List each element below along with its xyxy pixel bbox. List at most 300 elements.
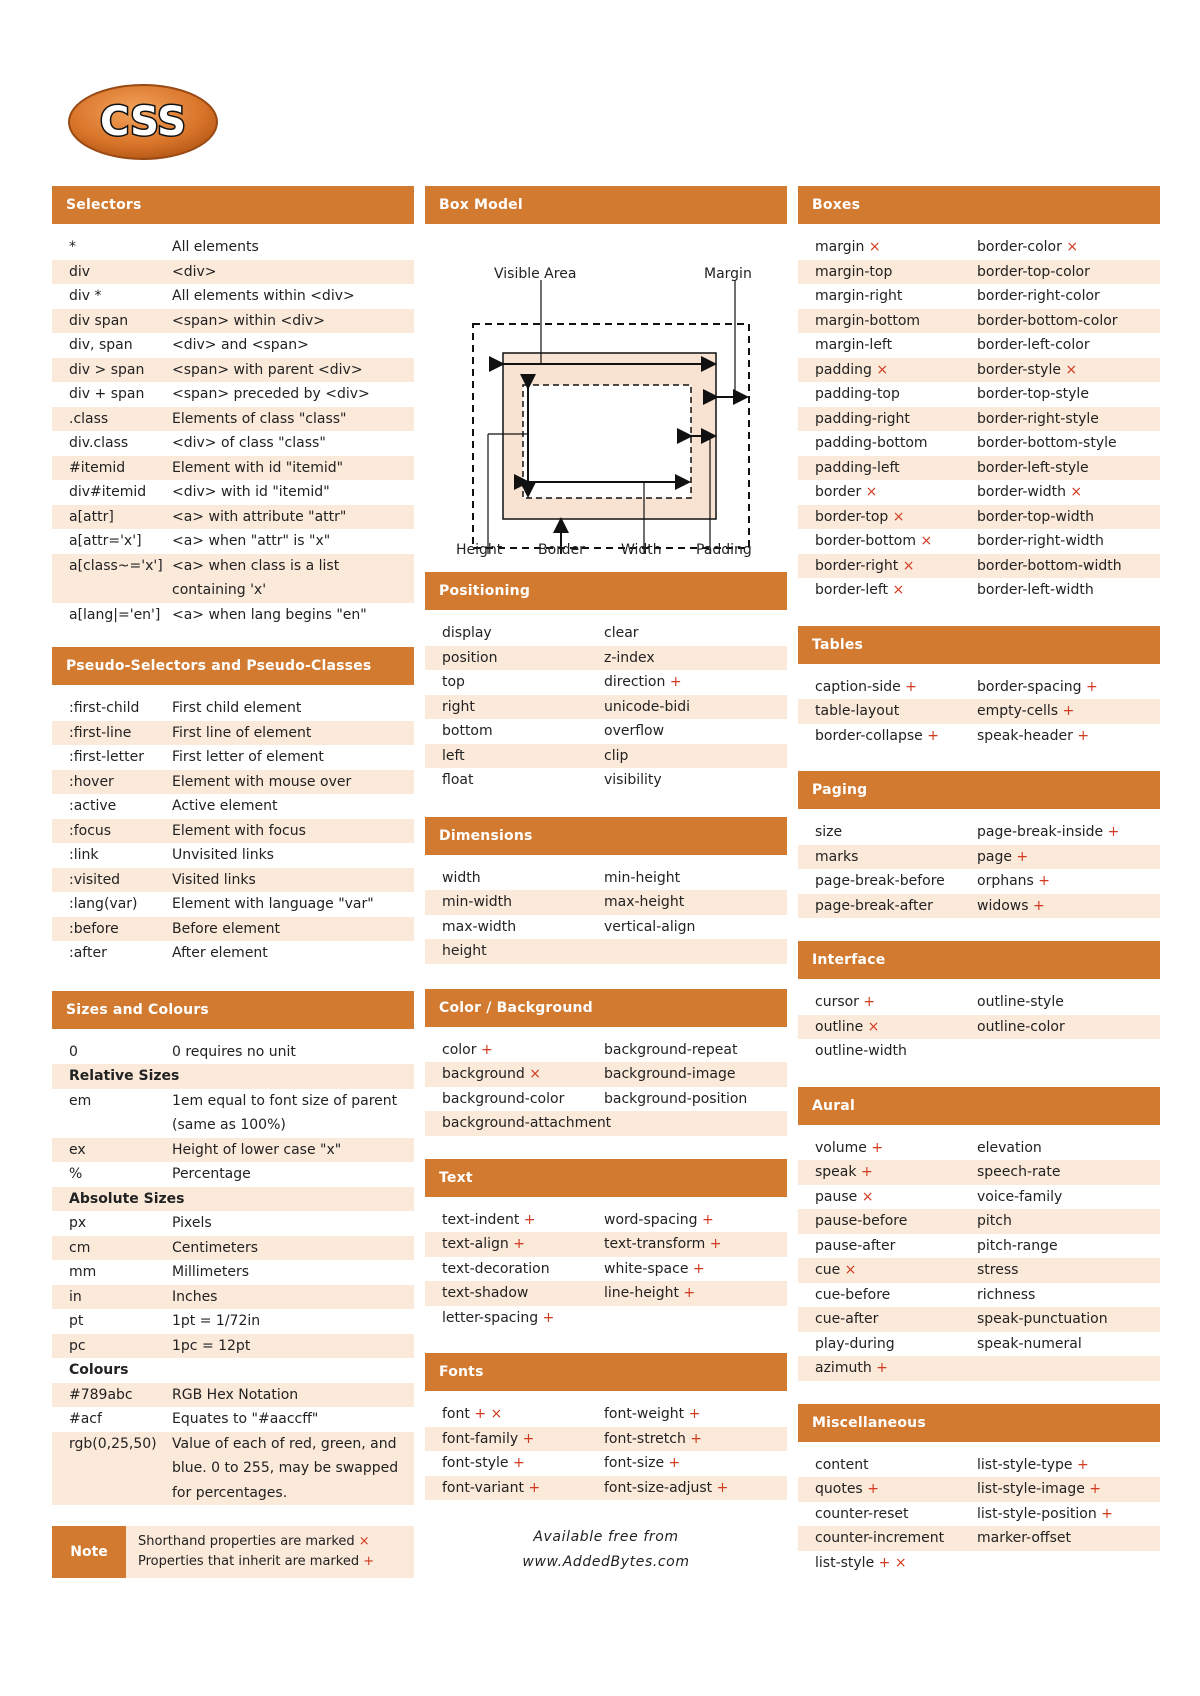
item-desc: Unvisited links [172,847,274,863]
property-name: background-color [442,1090,565,1107]
list-item [52,554,414,603]
shorthand-mark: × [529,1066,541,1082]
list-item [52,770,414,795]
property-name: text-transform [604,1236,706,1252]
item-desc: Centimeters [172,1239,259,1256]
item-key: :first-letter [69,749,144,765]
text-section [425,1159,787,1331]
item-desc: After element [172,945,268,961]
item-key: div.class [69,435,129,451]
list-item [52,333,414,358]
pseudo-list [52,685,414,966]
boxes-section [798,186,1160,603]
item-desc: Percentage [172,1166,251,1182]
list-item [52,1040,414,1065]
list-item [52,480,414,505]
note-line-inherit: Properties that inherit are marked [138,1554,360,1569]
property-cell [798,1356,977,1381]
property-cell [425,1111,612,1136]
property-name: list-style-image [977,1481,1085,1497]
list-item [52,456,414,481]
list-item [52,1383,414,1408]
inherit-mark: + [927,727,939,744]
property-row [425,1281,787,1306]
property-name: page-break-before [815,873,945,889]
paging-list [798,809,1160,918]
dimensions-section [425,817,787,964]
item-key: #itemid [69,459,126,476]
property-name: richness [977,1286,1036,1303]
item-key: :lang(var) [69,896,138,912]
subheading: Absolute Sizes [69,1190,185,1207]
item-key: :first-line [69,724,132,741]
item-key: div, span [69,337,133,353]
property-name: clear [604,625,639,641]
property-name: page-break-after [815,897,933,914]
inherit-mark: + [876,1360,888,1376]
list-item [52,941,414,966]
item-desc: First letter of element [172,749,324,765]
property-cell [977,1283,1160,1308]
property-name: cursor [815,994,859,1010]
property-cell [425,1038,604,1063]
item-desc: Millimeters [172,1264,250,1280]
inherit-mark: + [702,1211,714,1228]
property-row [798,1453,1160,1478]
property-name: marks [815,848,859,865]
property-name: counter-reset [815,1505,909,1522]
property-row [425,890,787,915]
boxmodel-section [425,186,787,558]
list-item [52,431,414,456]
list-item [52,382,414,407]
property-name: font-style [442,1455,509,1471]
property-name: border-right-color [977,288,1100,304]
property-cell [798,554,977,579]
item-key: a[attr='x'] [69,533,142,549]
property-name: unicode-bidi [604,698,691,715]
property-name: font-size [604,1455,665,1471]
item-desc: <span> with parent <div> [172,361,363,378]
property-name: volume [815,1139,867,1156]
property-cell [425,1476,604,1501]
property-row [425,1427,787,1452]
positioning-list [425,610,787,793]
property-cell [977,284,1160,309]
list-item [52,260,414,285]
item-desc: Value of each of red, green, and blue. 0 to 255, may be swapped for percentages. [172,1435,399,1501]
property-row [798,820,1160,845]
property-cell [425,1451,604,1476]
property-name: border-bottom [815,533,917,549]
property-row [425,1451,787,1476]
property-cell [977,529,1160,554]
inherit-mark: + [688,1406,701,1422]
misc-header: Miscellaneous [798,1404,1160,1442]
property-name: margin-right [815,288,903,304]
box-model-diagram [425,224,787,558]
property-cell [798,260,977,285]
property-name: font-variant [442,1479,524,1496]
property-row [798,333,1160,358]
property-cell [977,1015,1160,1040]
inherit-mark: + [878,1554,891,1571]
property-name: caption-side [815,678,901,695]
interface-header: Interface [798,941,1160,979]
item-key: .class [69,410,109,427]
inherit-mark: + [1062,703,1075,719]
property-cell [425,1232,604,1257]
property-name: text-decoration [442,1260,550,1277]
property-name: min-height [604,869,681,886]
item-desc: Height of lower case "x" [172,1141,342,1158]
inherit-mark: + [867,1481,879,1497]
property-row [425,621,787,646]
inherit-mark: + [690,1430,702,1447]
list-item [52,1309,414,1334]
item-key: in [69,1288,82,1305]
property-name: empty-cells [977,703,1059,719]
property-name: list-style-position [977,1505,1097,1522]
item-desc: <span> preceded by <div> [172,386,370,402]
property-name: outline-style [977,994,1064,1010]
property-cell [604,866,787,891]
property-name: border-left-style [977,459,1089,476]
inherit-mark: + [1107,824,1120,840]
property-cell [977,1185,1160,1210]
property-cell [798,358,977,383]
item-desc: Element with id "itemid" [172,459,344,476]
property-cell [798,1039,977,1064]
list-item [52,696,414,721]
item-desc: <a> when "attr" is "x" [172,533,331,549]
inherit-mark: + [1033,897,1045,914]
property-cell [977,1477,1160,1502]
property-row [798,284,1160,309]
property-cell [798,1453,977,1478]
property-cell [977,407,1160,432]
label-margin: Margin [704,266,752,282]
label-visible-area: Visible Area [494,266,577,282]
list-item [52,794,414,819]
property-name: border-right-style [977,410,1099,427]
property-cell [977,1258,1160,1283]
item-key: px [69,1215,87,1231]
selectors-header: Selectors [52,186,414,224]
label-width: Width [621,542,662,558]
item-key: % [69,1166,83,1182]
css-logo [67,83,219,161]
inherit-mark: + [522,1430,535,1447]
property-name: margin [815,239,865,255]
property-name: word-spacing [604,1211,698,1228]
property-name: background [442,1066,525,1082]
property-name: outline-color [977,1018,1065,1035]
property-name: border-left-color [977,337,1090,353]
property-cell [977,1307,1160,1332]
inherit-mark: + [363,1554,375,1569]
column-left [52,186,414,1505]
property-name: stress [977,1262,1019,1278]
property-cell [977,431,1160,456]
property-name: outline-width [815,1043,907,1059]
property-cell [977,505,1160,530]
property-name: border-left [815,582,889,598]
property-row [798,1307,1160,1332]
inherit-mark: + [716,1479,729,1496]
inherit-mark: + [863,994,876,1010]
property-cell [798,382,977,407]
item-key: div > span [69,361,145,378]
property-name: max-width [442,918,517,935]
property-cell [798,1283,977,1308]
property-cell [798,894,977,919]
shorthand-mark: × [1065,361,1078,378]
property-row [425,1257,787,1282]
item-desc: First child element [172,700,302,716]
item-key: :active [69,798,117,814]
property-name: speak-header [977,727,1073,744]
shorthand-mark: × [867,1018,880,1035]
selectors-list [52,224,414,627]
property-name: z-index [604,649,655,666]
property-name: speech-rate [977,1164,1061,1180]
shorthand-mark: × [861,1188,874,1205]
item-desc: 1pc = 12pt [172,1337,251,1354]
property-name: background-repeat [604,1041,738,1058]
property-name: speak-punctuation [977,1311,1108,1327]
inherit-mark: + [1101,1505,1113,1522]
property-cell [977,990,1160,1015]
property-row [798,1332,1160,1357]
property-row [425,1062,787,1087]
property-cell [977,578,1160,603]
property-cell [604,890,787,915]
property-cell [604,695,787,720]
property-name: width [442,869,481,886]
property-name: background-position [604,1090,748,1107]
property-name: text-indent [442,1211,520,1228]
item-desc: Inches [172,1288,218,1305]
property-cell [977,869,1160,894]
property-row [425,866,787,891]
list-item [52,603,414,628]
fonts-list [425,1391,787,1500]
property-cell [798,235,977,260]
property-row [798,675,1160,700]
property-row [798,309,1160,334]
subheading: Relative Sizes [69,1068,180,1084]
property-cell [425,1427,604,1452]
property-name: cue [815,1262,841,1278]
property-cell [604,719,787,744]
subheading: Colours [69,1362,129,1378]
property-cell [798,1526,977,1551]
boxes-list [798,224,1160,603]
inherit-mark: + [871,1139,884,1156]
list-item [52,1236,414,1261]
property-cell [977,820,1160,845]
property-row [798,1015,1160,1040]
property-cell [604,744,787,769]
sizes-section [52,991,414,1506]
inherit-mark: + [1038,873,1051,889]
property-row [798,407,1160,432]
property-cell [798,505,977,530]
item-key: :link [69,847,99,863]
item-key: div span [69,312,129,329]
property-cell [798,699,977,724]
paging-section [798,771,1160,918]
property-cell [604,1208,787,1233]
property-row [425,719,787,744]
pseudo-header: Pseudo-Selectors and Pseudo-Classes [52,647,414,685]
property-name: page [977,848,1012,865]
property-cell [798,990,977,1015]
property-name: widows [977,897,1029,914]
property-cell [977,358,1160,383]
list-item [52,358,414,383]
misc-section [798,1404,1160,1576]
property-cell [604,1257,787,1282]
item-desc: Pixels [172,1215,212,1231]
property-row [798,358,1160,383]
misc-list [798,1442,1160,1576]
tables-list [798,664,1160,749]
property-cell [604,1062,787,1087]
property-cell [425,646,604,671]
property-cell [798,1502,977,1527]
property-cell [798,456,977,481]
property-row [798,1283,1160,1308]
property-cell [798,1015,977,1040]
item-desc: <a> with attribute "attr" [172,508,347,525]
property-row [798,1234,1160,1259]
dimensions-header: Dimensions [425,817,787,855]
property-name: font-weight [604,1406,685,1422]
property-row [425,744,787,769]
property-row [798,456,1160,481]
property-name: padding-top [815,386,900,402]
property-cell [425,1257,604,1282]
property-cell [977,724,1160,749]
item-desc: <a> when lang begins "en" [172,606,367,623]
property-row [798,1502,1160,1527]
list-item [52,1334,414,1359]
property-row [798,529,1160,554]
boxmodel-header: Box Model [425,186,787,224]
property-cell [977,309,1160,334]
property-name: color [442,1041,477,1058]
property-name: direction [604,674,666,690]
property-row [425,1038,787,1063]
credit [425,1525,787,1575]
item-key: a[attr] [69,508,114,525]
paging-header: Paging [798,771,1160,809]
shorthand-mark: × [358,1534,370,1549]
item-desc: <div> with id "itemid" [172,484,330,500]
property-name: top [442,674,465,690]
inherit-mark: + [512,1455,525,1471]
item-desc: <div> of class "class" [172,435,326,451]
property-name: counter-increment [815,1530,945,1546]
shorthand-mark: × [892,582,905,598]
tables-section [798,626,1160,749]
inherit-mark: + [1077,727,1090,744]
property-row [425,1208,787,1233]
item-key: :focus [69,822,112,839]
inherit-mark: + [542,1309,555,1326]
property-row [798,1136,1160,1161]
property-row [425,695,787,720]
property-name: right [442,698,475,715]
property-cell [798,1209,977,1234]
item-desc: Elements of class "class" [172,410,347,427]
item-desc: All elements within <div> [172,288,355,304]
property-cell [977,1332,1160,1357]
property-row [425,670,787,695]
property-name: line-height [604,1285,679,1301]
shorthand-mark: × [490,1406,503,1422]
property-cell [604,1451,787,1476]
item-key: a[lang|='en'] [69,606,161,623]
property-name: orphans [977,873,1034,889]
shorthand-mark: × [876,361,889,378]
shorthand-mark: × [865,484,878,500]
property-cell [425,719,604,744]
property-row [798,1039,1160,1064]
property-name: border-top-color [977,263,1090,280]
item-desc: All elements [172,239,259,255]
item-key: #acf [69,1411,102,1427]
property-cell [604,621,787,646]
item-desc: <div> [172,263,217,280]
inherit-mark: + [523,1211,536,1228]
property-name: padding-bottom [815,435,928,451]
property-name: padding-right [815,410,910,427]
property-cell [798,1477,977,1502]
property-name: voice-family [977,1188,1063,1205]
property-cell [798,309,977,334]
list-item [52,892,414,917]
item-key: div * [69,288,102,304]
property-cell [798,529,977,554]
credit-link[interactable]: www.AddedBytes.com [522,1554,690,1570]
item-desc: Visited links [172,871,256,888]
item-desc: <div> and <span> [172,337,309,353]
item-desc: Element with language "var" [172,896,374,912]
property-cell [604,1281,787,1306]
item-key: :after [69,945,107,961]
item-desc: Before element [172,920,280,937]
property-name: outline [815,1018,864,1035]
inherit-mark: + [668,1455,681,1471]
item-key: 0 [69,1043,78,1060]
property-cell [604,1476,787,1501]
column-middle [425,186,787,1500]
property-name: border-spacing [977,678,1082,695]
item-desc: 0 requires no unit [172,1043,296,1060]
property-row [798,1258,1160,1283]
property-name: list-style-type [977,1456,1073,1473]
note-header: Note [52,1526,126,1578]
property-cell [425,670,604,695]
property-cell [604,1232,787,1257]
sizes-list [52,1029,414,1506]
property-name: border-bottom-width [977,557,1122,574]
property-name: pitch-range [977,1237,1058,1254]
property-name: cue-after [815,1311,879,1327]
